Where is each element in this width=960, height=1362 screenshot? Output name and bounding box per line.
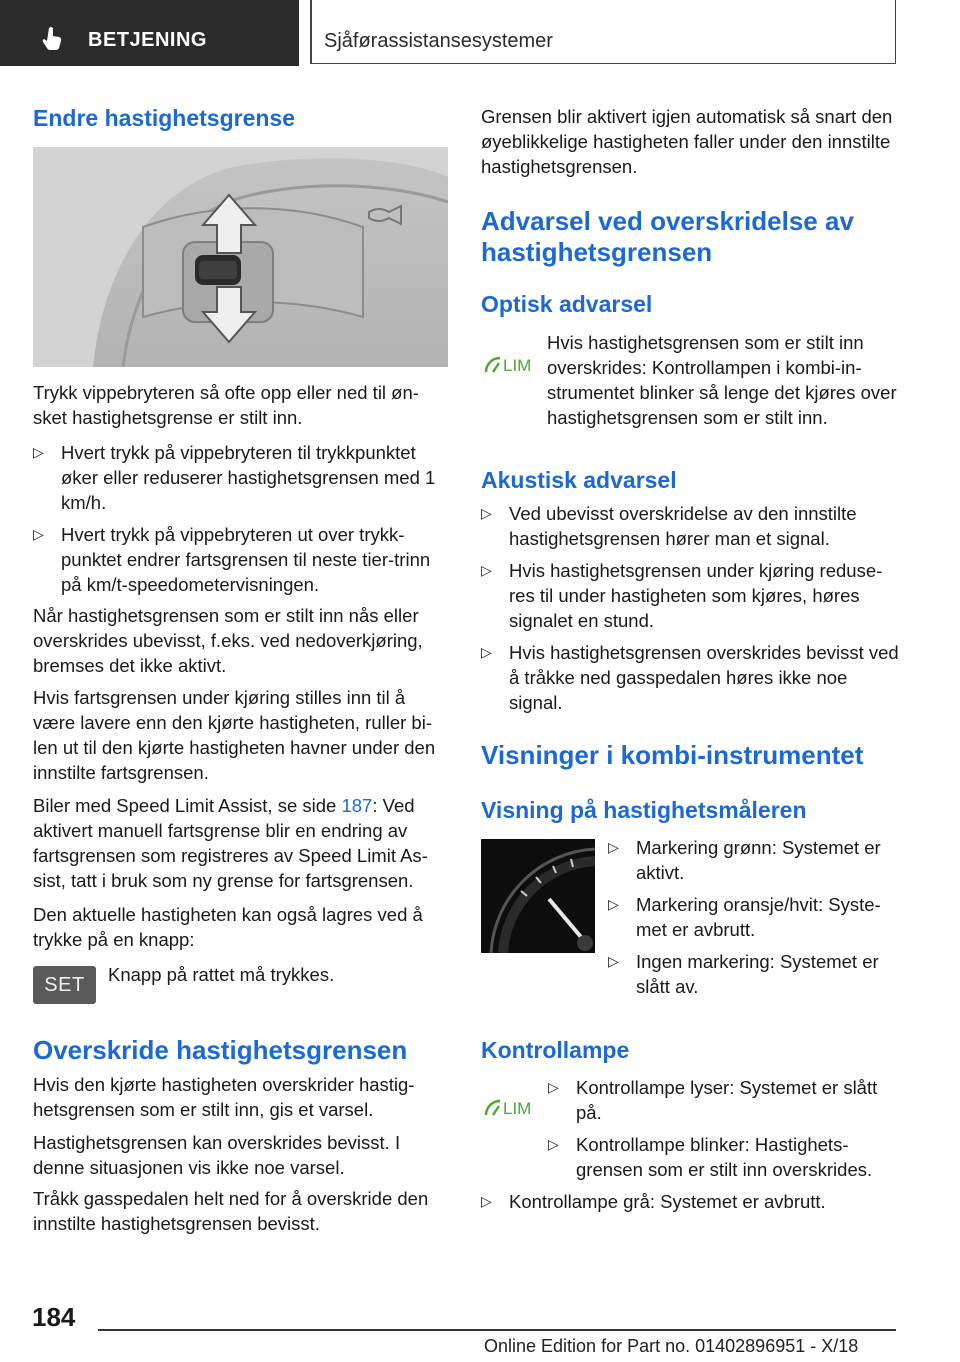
triangle-bullet-icon: ▷ xyxy=(608,953,619,969)
page-number: 184 xyxy=(32,1302,76,1332)
set-button-icon: SET xyxy=(33,966,96,1004)
header-section-tab xyxy=(0,0,299,66)
list-item: ▷ Kontrollampe lyser: Systemet er slått på. xyxy=(548,1077,878,1123)
header-chapter-title: Sjåførassistansesystemer xyxy=(324,30,553,52)
heading-exceed-limit: Overskride hastighetsgrensen xyxy=(33,1035,408,1065)
list-item: ▷ Hvis hastighetsgrensen under kjøring reduse-res til under hastigheten som kjøres, høres signalet en stund. xyxy=(481,560,883,631)
list-item: ▷ Ingen markering: Systemet er slått av. xyxy=(608,951,879,997)
paragraph-rocker: Trykk vippebryteren så ofte opp eller ned til øn-sket hastighetsgrense er stilt inn. xyxy=(33,382,419,428)
header-section-title: BETJENING xyxy=(88,29,207,51)
paragraph-optical: Hvis hastighetsgrensen som er stilt inn overskrides: Kontrollampen i kombi-in-strumentet blinker så lenge det kjøres over hastighetsgrensen som er stilt inn. xyxy=(547,332,897,428)
paragraph-speed-limit-assist: Biler med Speed Limit Assist, se side 187: Ved aktivert manuell fartsgrense blir en endring av fartsgrensen som registreres av Speed Limit As-sist, tatt i bruk som ny grense for fartsgrensen. xyxy=(33,795,428,891)
hand-pointer-icon xyxy=(40,25,66,51)
list-item: ▷ Hvert trykk på vippebryteren til trykkpunktet øker eller reduserer hastighetsgrensen med 1 km/h. xyxy=(33,442,436,513)
list-item: ▷ Kontrollampe blinker: Hastighets-grensen som er stilt inn overskrides. xyxy=(548,1134,873,1180)
triangle-bullet-icon: ▷ xyxy=(548,1136,559,1152)
heading-speedometer: Visning på hastighetsmåleren xyxy=(481,797,807,823)
paragraph-exceed-2: Hastighetsgrensen kan overskrides bevisst. I denne situasjonen vis ikke noe varsel. xyxy=(33,1132,401,1178)
page-reference-link[interactable]: 187 xyxy=(341,795,373,816)
paragraph-exceed-1: Hvis den kjørte hastigheten overskrider hastig-hetsgrensen som er stilt inn, gis et varsel. xyxy=(33,1074,415,1120)
paragraph-set-button: Knapp på rattet må trykkes. xyxy=(108,964,335,985)
steering-wheel-rocker-image xyxy=(33,147,448,367)
heading-optical-warning: Optisk advarsel xyxy=(481,291,653,317)
list-item: ▷ Markering oransje/hvit: Syste-met er avbrutt. xyxy=(608,894,881,940)
list-item: ▷ Hvert trykk på vippebryteren ut over trykk-punktet endrer fartsgrensen til neste tier-trinn på km/t-speedometervisningen. xyxy=(33,524,431,595)
heading-warning: Advarsel ved overskridelse av hastighetsgrensen xyxy=(481,206,854,267)
list-item: ▷ Hvis hastighetsgrensen overskrides bevisst ved å tråkke ned gasspedalen høres ikke noe signal. xyxy=(481,642,899,713)
triangle-bullet-icon: ▷ xyxy=(608,839,619,855)
footer-edition: Online Edition for Part no. 01402896951 - X/18 xyxy=(484,1336,859,1356)
speedometer-image xyxy=(481,839,595,953)
triangle-bullet-icon: ▷ xyxy=(481,505,492,521)
lim-label: LIM xyxy=(503,356,532,375)
heading-display: Visninger i kombi-instrumentet xyxy=(481,740,864,770)
heading-change-limit: Endre hastighetsgrense xyxy=(33,105,296,131)
triangle-bullet-icon: ▷ xyxy=(608,896,619,912)
triangle-bullet-icon: ▷ xyxy=(481,562,492,578)
triangle-bullet-icon: ▷ xyxy=(33,444,44,460)
footer-divider xyxy=(98,1329,896,1331)
lim-label: LIM xyxy=(503,1099,532,1118)
steering-wheel-illustration xyxy=(33,147,448,367)
list-item: ▷ Kontrollampe grå: Systemet er avbrutt. xyxy=(481,1191,826,1212)
paragraph-reached: Når hastighetsgrensen som er stilt inn nås eller overskrides ubevisst, f.eks. ved nedoverkjøring, bremses det ikke aktivt. xyxy=(33,605,423,676)
paragraph-store-speed: Den aktuelle hastigheten kan også lagres ved å trykke på en knapp: xyxy=(33,904,423,950)
triangle-bullet-icon: ▷ xyxy=(481,644,492,660)
lim-indicator-icon xyxy=(483,1093,535,1123)
triangle-bullet-icon: ▷ xyxy=(481,1193,492,1209)
list-item: ▷ Ved ubevisst overskridelse av den innstilte hastighetsgrensen hører man et signal. xyxy=(481,503,857,549)
paragraph-exceed-3: Tråkk gasspedalen helt ned for å overskride den innstilte hastighetsgrensen bevisst. xyxy=(33,1188,429,1234)
speedometer-illustration xyxy=(481,839,595,953)
heading-acoustic-warning: Akustisk advarsel xyxy=(481,467,677,493)
paragraph-lower-limit: Hvis fartsgrensen under kjøring stilles inn til å være lavere enn den kjørte hastigheten, ruller bi-len ut til den kjørte hastigheten havner under den innstilte fartsgrensen. xyxy=(33,687,436,783)
list-item: ▷ Markering grønn: Systemet er aktivt. xyxy=(608,837,881,883)
triangle-bullet-icon: ▷ xyxy=(33,526,44,542)
heading-indicator-lamp: Kontrollampe xyxy=(481,1037,630,1063)
triangle-bullet-icon: ▷ xyxy=(548,1079,559,1095)
paragraph-reactivate: Grensen blir aktivert igjen automatisk så snart den øyeblikkelige hastigheten faller under den innstilte hastighetsgrensen. xyxy=(481,106,893,177)
